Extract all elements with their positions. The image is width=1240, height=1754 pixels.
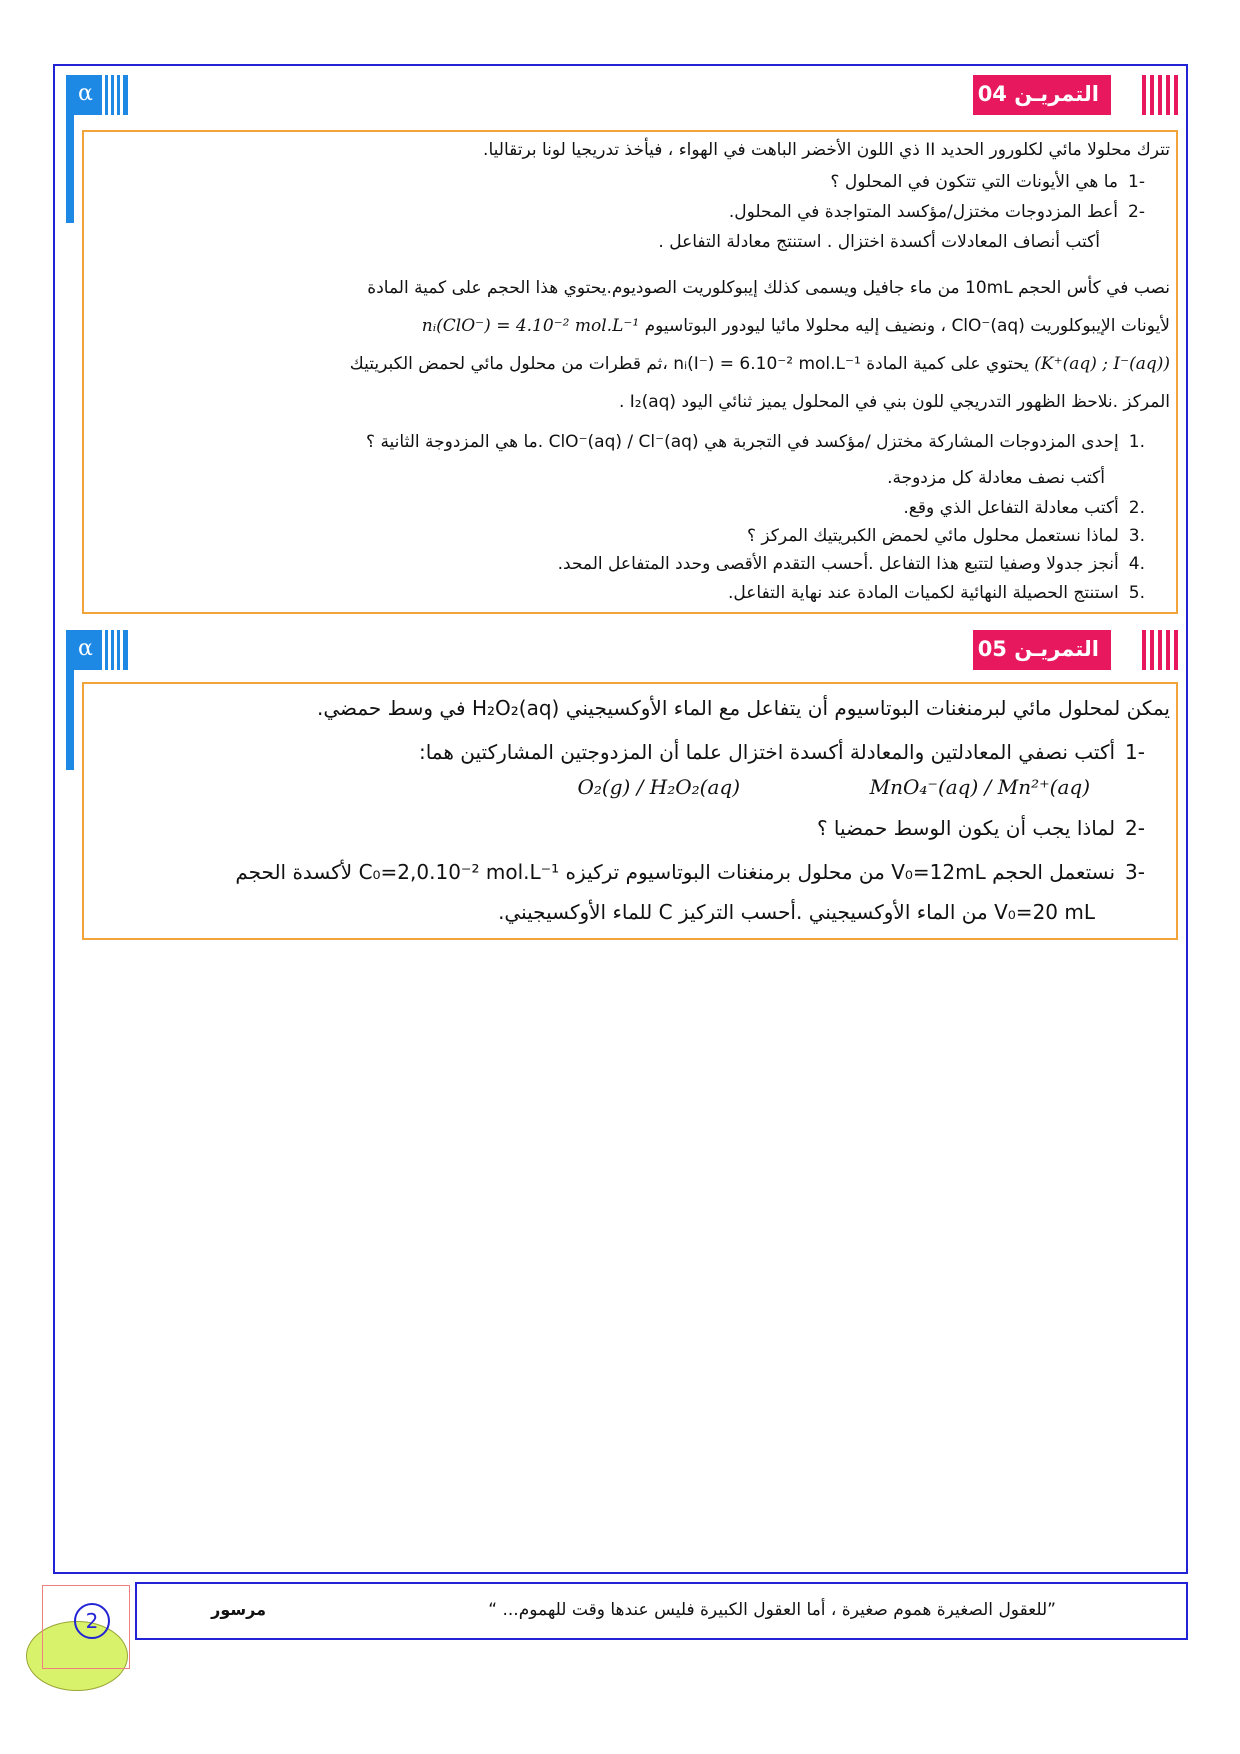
ex05-q3-num: -3 [1125,860,1145,884]
alpha-marker-ex04 [66,75,128,115]
ex04-q1-text: ما هي الأيونات التي تتكون في المحلول ؟ [830,172,1119,192]
ex05-couple-1 [578,775,740,799]
ex04-step-2 [903,498,1145,518]
ex04-step-1b: أكتب نصف معادلة كل مزدوجة. [887,468,1105,488]
ex04-paragraph-2d: المركز .نلاحظ الظهور التدريجي للون بني في المحلول يميز ثنائي اليود I₂(aq) . [618,392,1170,412]
ex04-s3-num: .3 [1128,526,1145,546]
ex04-s4-text: أنجز جدولا وصفيا لتتبع هذا التفاعل .أحسب التقدم الأقصى وحدد المتفاعل المحد. [557,554,1119,574]
ex04-s2-num: .2 [1128,498,1145,518]
ex04-p2b-math: nᵢ(ClO⁻) = 4.10⁻² mol.L⁻¹ [421,316,640,336]
ex04-s5-text: استنتج الحصيلة النهائية لكميات المادة عند نهاية التفاعل. [727,583,1119,603]
ex05-couple-2 [870,775,1090,799]
ex05-q2-text: لماذا يجب أن يكون الوسط حمضيا ؟ [816,816,1116,840]
exercise-05-title [973,630,1111,670]
ex04-step-3 [747,526,1145,546]
ex05-couple1-math: O₂(g) / H₂O₂(aq) [577,775,740,799]
alpha-glyph: α [78,81,93,106]
footer-author: مرسور [211,1600,266,1619]
ex04-question-2 [729,202,1145,222]
side-bar-ex04 [66,115,74,223]
ex05-question-3b: V₀=20 mL من الماء الأوكسيجيني .أحسب التركيز C للماء الأوكسيجيني. [498,900,1095,924]
ex04-paragraph-2a: نصب في كأس الحجم 10mL من ماء جافيل ويسمى كذلك إيبوكلوريت الصوديوم.يحتوي هذا الحجم على كمية المادة [367,278,1170,298]
title-decor-bars [1142,75,1178,115]
ex04-s1-num: .1 [1128,432,1145,452]
title-decor-bars [1142,630,1178,670]
ex04-step-4 [558,554,1145,574]
ex04-s5-num: .5 [1128,583,1145,603]
ex04-paragraph-1: تترك محلولا مائي لكلورور الحديد II ذي اللون الأخضر الباهت في الهواء ، فيأخذ تدريجيا لونا برتقاليا. [483,140,1170,160]
ex04-p2c-text: يحتوي على كمية المادة nᵢ(I⁻) = 6.10⁻² mol.L⁻¹ ،ثم قطرات من محلول مائي لحمض الكبريتيك [349,354,1029,374]
ex05-question-2 [817,816,1145,840]
side-bar-ex05 [66,670,74,770]
ex04-question-2b: أكتب أنصاف المعادلات أكسدة اختزال . استنتج معادلة التفاعل . [658,232,1100,252]
ex05-question-1 [419,740,1145,764]
ex04-s1-text: إحدى المزدوجات المشاركة مختزل /مؤكسد في التجربة هي ClO⁻(aq) / Cl⁻(aq) .ما هي المزدوجة الثانية ؟ [366,432,1119,452]
ex04-paragraph-2c [350,354,1170,374]
ex04-step-1 [366,432,1145,452]
ex04-s2-text: أكتب معادلة التفاعل الذي وقع. [903,498,1119,518]
exercise-04-title-text: التمريـن 04 [977,82,1099,106]
ex05-couple2-math: MnO₄⁻(aq) / Mn²⁺(aq) [869,775,1090,799]
alpha-glyph: α [78,636,93,661]
ex04-step-5 [728,583,1145,603]
ex04-question-1 [830,172,1145,192]
decor-bars [102,75,124,115]
ex04-p2b-text: لأيونات الإيبوكلوريت ClO⁻(aq) ، ونضيف إليه محلولا مائيا ليودور البوتاسيوم [644,316,1170,336]
ex04-s4-num: .4 [1128,554,1145,574]
ex04-q2-num: -2 [1128,202,1145,222]
quote-box [135,1582,1188,1640]
ex05-q1-num: -1 [1125,740,1145,764]
alpha-marker-ex05 [66,630,128,670]
ex05-intro: يمكن لمحلول مائي لبرمنغنات البوتاسيوم أن يتفاعل مع الماء الأوكسيجيني H₂O₂(aq) في وسط حمضي. [316,696,1170,720]
ex04-q1-num: -1 [1128,172,1145,192]
exercise-05-title-text: التمريـن 05 [977,637,1099,661]
page-number: 2 [74,1603,110,1639]
ex04-p2c-math: (K⁺(aq) ; I⁻(aq)) [1034,354,1170,374]
ex05-q3-text: نستعمل الحجم V₀=12mL من محلول برمنغنات البوتاسيوم تركيزه C₀=2,0.10⁻² mol.L⁻¹ لأكسدة الحجم [235,860,1116,884]
exercise-04-title [973,75,1111,115]
ex04-s3-text: لماذا نستعمل محلول مائي لحمض الكبريتيك المركز ؟ [746,526,1119,546]
ex04-paragraph-2b [422,316,1170,336]
decor-bars [102,630,124,670]
ex04-q2-text: أعط المزدوجات مختزل/مؤكسد المتواجدة في المحلول. [728,202,1119,222]
ex05-question-3 [235,860,1145,884]
ex05-q2-num: -2 [1125,816,1145,840]
footer-quote: ”للعقول الصغيرة هموم صغيرة ، أما العقول الكبيرة فليس عندها وقت للهموم... “ [488,1600,1056,1620]
ex05-q1-text: أكتب نصفي المعادلتين والمعادلة أكسدة اختزال علما أن المزدوجتين المشاركتين هما: [418,740,1116,764]
